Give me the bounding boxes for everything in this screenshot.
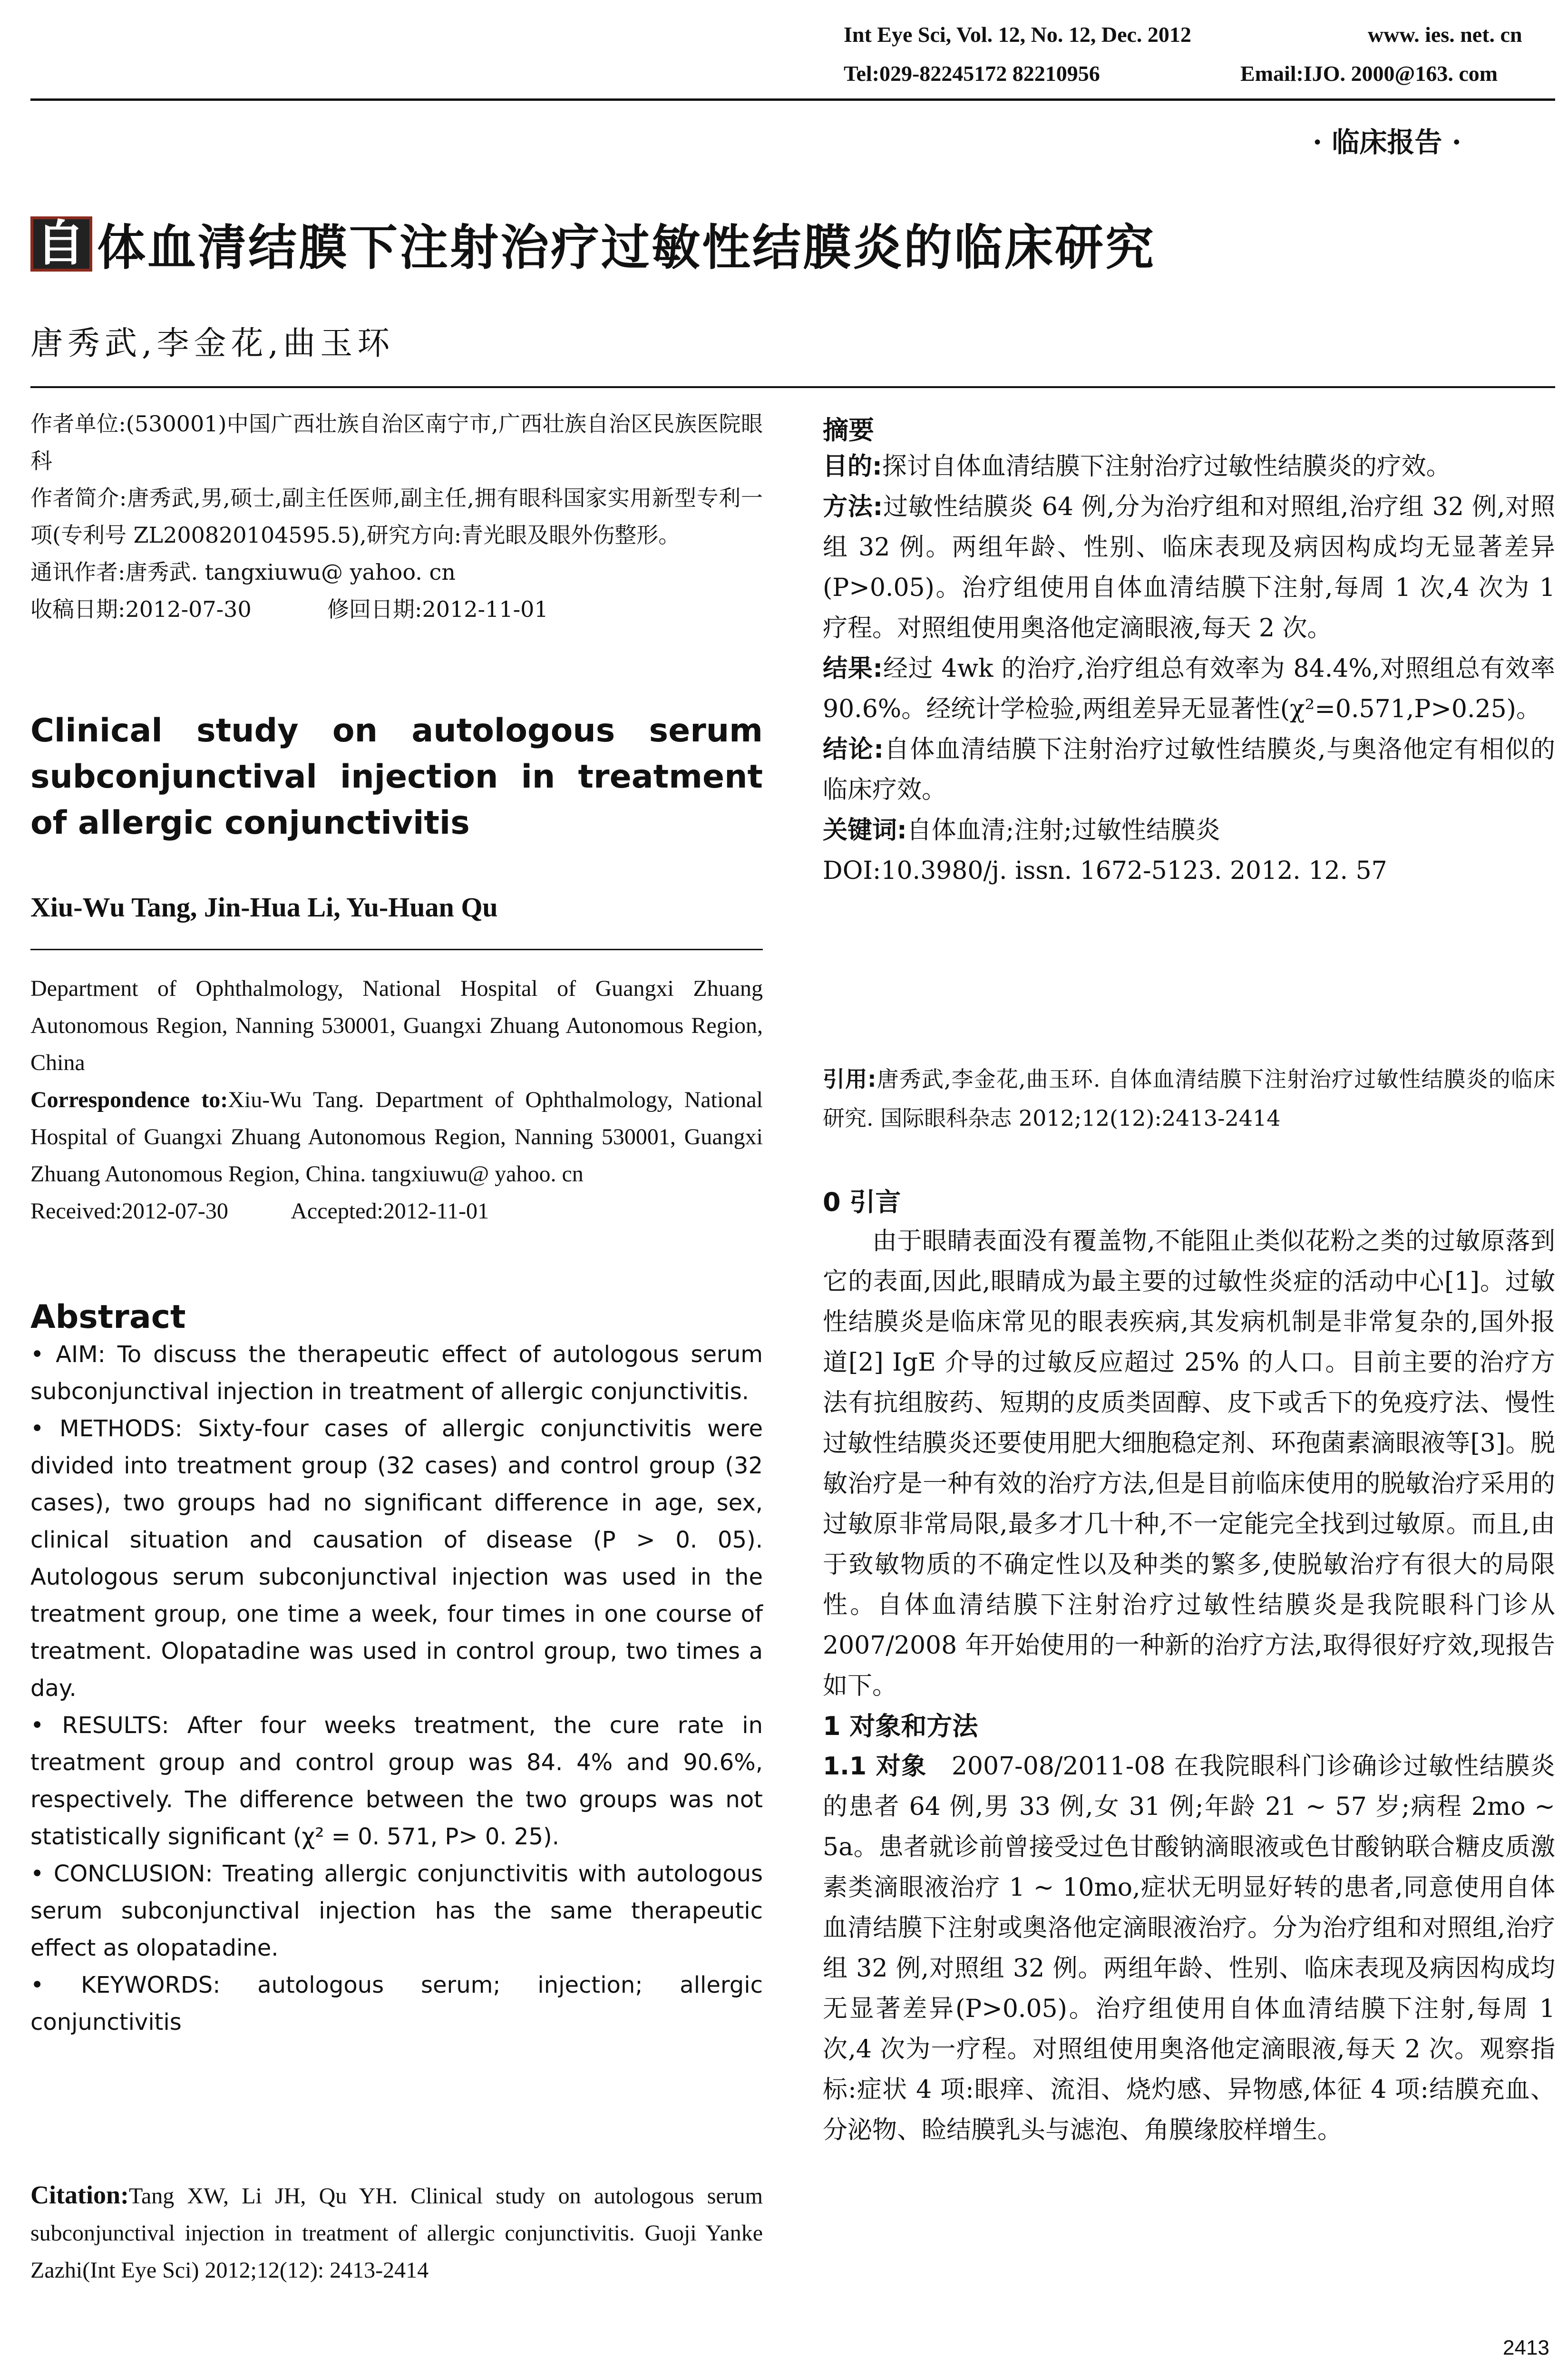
zh-results-text: 经过 4wk 的治疗,治疗组总有效率为 84.4%,对照组总有效率 90.6%。经统计学检验,两组差异无显著性(χ²=0.571,P>0.25)。 (823, 654, 1555, 723)
article-body (823, 1183, 1555, 2151)
english-dates (30, 1193, 763, 1230)
citation-text: Tang XW, Li JH, Qu YH. Clinical study on autologous serum subconjunctival injection in treatment of allergic conjunctivitis. Guoji Yanke Zazhi(Int Eye Sci) 2012;12(12): 2413-2414 (30, 2183, 763, 2283)
zh-abstract-results (823, 649, 1555, 730)
intro-paragraph: 由于眼睛表面没有覆盖物,不能阻止类似花粉之类的过敏原落到它的表面,因此,眼睛成为最主要的过敏性炎症的活动中心[1]。过敏性结膜炎是临床常见的眼表疾病,其发病机制是非常复杂的,国外报道[2] IgE 介导的过敏反应超过 25% 的人口。目前主要的治疗方法有抗组胺药、短期的皮质类固醇、皮下或舌下的免疫疗法、慢性过敏性结膜炎还要使用肥大细胞稳定剂、环孢菌素滴眼液等[3]。脱敏治疗是一种有效的治疗方法,但是目前临床使用的脱敏治疗采用的过敏原非常局限,最多才几十种,不一定能完全找到过敏原。而且,由于致敏物质的不确定性以及种类的繁多,使脱敏治疗有很大的局限性。自体血清结膜下注射治疗过敏性结膜炎是我院眼科门诊从 2007/2008 年开始使用的一种新的治疗方法,取得很好疗效,现报告如下。 (823, 1227, 1555, 1700)
title-rule (30, 386, 1555, 388)
title-first-char: 自 (30, 216, 92, 272)
zh-results-label: 结果: (823, 654, 883, 683)
zh-conclusion-label: 结论: (823, 735, 884, 764)
english-correspondence (30, 1081, 763, 1193)
english-affiliation-block (30, 970, 763, 1230)
zh-cite-label: 引用: (823, 1066, 877, 1092)
received-en: Received:2012-07-30 (30, 1198, 228, 1224)
received-zh: 收稿日期:2012-07-30 (30, 596, 252, 622)
zh-abstract-keywords (823, 810, 1555, 851)
journal-tel: Tel:029-82245172 82210956 (844, 61, 1100, 86)
zh-abstract-aim (823, 447, 1555, 487)
journal-line: Int Eye Sci, Vol. 12, No. 12, Dec. 2012 (844, 22, 1191, 47)
zh-aim-text: 探讨自体血清结膜下注射治疗过敏性结膜炎的疗效。 (882, 452, 1451, 481)
zh-doi: DOI:10.3980/j. issn. 1672-5123. 2012. 12. 57 (823, 857, 1387, 885)
zh-citation-paragraph (823, 1060, 1555, 1138)
intro-heading: 0 引言 (823, 1187, 901, 1217)
abstract-results: • RESULTS: After four weeks treatment, the cure rate in treatment group and control group was 84. 4% and 90.6%, respectively. The difference between the two groups was not statistically significant (χ² = 0. 571, P> 0. 25). (30, 1712, 763, 1850)
subjects-label: 1.1 对象 (823, 1752, 927, 1781)
english-authors-block (30, 891, 763, 923)
english-title-block (30, 708, 763, 846)
zh-keywords-text: 自体血清;注射;过敏性结膜炎 (906, 816, 1220, 845)
correspondence-text: Xiu-Wu Tang. Department of Ophthalmology, National Hospital of Guangxi Zhuang Autonomous Region, Nanning 530001, Guangxi Zhuang Autonomous Region, China. tangxiuwu@ yahoo. cn (30, 1087, 763, 1187)
page-number: 2413 (1503, 2336, 1549, 2359)
english-abstract (30, 1298, 763, 2041)
journal-email: Email:IJO. 2000@163. com (1240, 61, 1498, 86)
zh-citation (823, 1060, 1555, 1138)
author-info (30, 405, 763, 628)
zh-conclusion-text: 自体血清结膜下注射治疗过敏性结膜炎,与奥洛他定有相似的临床疗效。 (823, 735, 1555, 804)
zh-methods-text: 过敏性结膜炎 64 例,分为治疗组和对照组,治疗组 32 例,对照组 32 例。两组年龄、性别、临床表现及病因构成均无显著差异(P>0.05)。治疗组使用自体血清结膜下注射,每周 1 次,4 次为 1 疗程。对照组使用奥洛他定滴眼液,每天 2 次。 (823, 493, 1556, 643)
citation-label: Citation: (30, 2181, 129, 2209)
citation-paragraph (30, 2176, 763, 2289)
title-rest: 体血清结膜下注射治疗过敏性结膜炎的临床研究 (97, 220, 1156, 276)
section-tag: · 临床报告 · (1313, 126, 1461, 158)
dates-zh (30, 591, 763, 628)
corresponding-author: 通讯作者:唐秀武. tangxiuwu@ yahoo. cn (30, 559, 456, 585)
zh-cite-text: 唐秀武,李金花,曲玉环. 自体血清结膜下注射治疗过敏性结膜炎的临床研究. 国际眼科杂志 2012;12(12):2413-2414 (823, 1066, 1555, 1131)
abstract-aim: • AIM: To discuss the therapeutic effect of autologous serum subconjunctival injection in treatment of allergic conjunctivitis. (30, 1341, 763, 1405)
abstract-conclusion: • CONCLUSION: Treating allergic conjunctivitis with autologous serum subconjunctival injection has the same therapeutic effect as olopatadine. (30, 1861, 763, 1961)
zh-abstract-conclusion (823, 730, 1555, 810)
author-unit: 作者单位:(530001)中国广西壮族自治区南宁市,广西壮族自治区民族医院眼科 (30, 411, 763, 474)
abstract-heading: Abstract (30, 1298, 186, 1336)
zh-aim-label: 目的: (823, 452, 882, 481)
authors-zh: 唐秀武,李金花,曲玉环 (30, 325, 395, 362)
zh-keywords-label: 关键词: (823, 816, 907, 845)
journal-website: www. ies. net. cn (1368, 22, 1522, 47)
author-bio: 作者简介:唐秀武,男,硕士,副主任医师,副主任,拥有眼科国家实用新型专利一项(专利号 ZL200820104595.5),研究方向:青光眼及眼外伤整形。 (30, 485, 763, 548)
zh-abstract-methods (823, 487, 1555, 649)
english-authors-rule (30, 949, 763, 950)
english-title: Clinical study on autologous serum subconjunctival injection in treatment of allergic conjunctivitis (30, 712, 763, 842)
abstract-keywords: • KEYWORDS: autologous serum; injection; allergic conjunctivitis (30, 1972, 763, 2036)
methods-heading: 1 对象和方法 (823, 1711, 978, 1741)
zh-abstract-heading: 摘要 (823, 415, 874, 445)
correspondence-label: Correspondence to: (30, 1087, 228, 1112)
header-rule (30, 98, 1555, 101)
subjects-text: 2007-08/2011-08 在我院眼科门诊确诊过敏性结膜炎的患者 64 例,男 33 例,女 31 例;年龄 21 ~ 57 岁;病程 2mo ~ 5a。患者就诊前曾接受过色甘酸钠滴眼液或色甘酸钠联合糖皮质激素类滴眼液治疗 1 ~ 10mo,症状无明显好转的患者,同意使用自体血清结膜下注射或奥洛他定滴眼液治疗。分为治疗组和对照组,治疗组 32 例,对照组 32 例。两组年龄、性别、临床表现及病因构成均无显著差异(P>0.05)。治疗组使用自体血清结膜下注射,每周 1 次,4 次为一疗程。对照组使用奥洛他定滴眼液,每天 2 次。观察指标:症状 4 项:眼痒、流泪、烧灼感、异物感,体征 4 项:结膜充血、分泌物、睑结膜乳头与滤泡、角膜缘胶样增生。 (823, 1752, 1555, 2144)
page-title (30, 209, 1156, 279)
english-authors: Xiu-Wu Tang, Jin-Hua Li, Yu-Huan Qu (30, 892, 498, 923)
accepted-en: Accepted:2012-11-01 (291, 1198, 489, 1224)
chinese-abstract (823, 410, 1555, 891)
revised-zh: 修回日期:2012-11-01 (327, 596, 548, 622)
zh-methods-label: 方法: (823, 493, 883, 521)
subjects-paragraph (823, 1746, 1555, 2151)
english-citation (30, 2176, 763, 2289)
english-department: Department of Ophthalmology, National Hospital of Guangxi Zhuang Autonomous Region, Nanning 530001, Guangxi Zhuang Autonomous Region, China (30, 976, 763, 1075)
abstract-methods: • METHODS: Sixty-four cases of allergic conjunctivitis were divided into treatment group (32 cases) and control group (32 cases), two groups had no significant difference in age, sex, clinical situation and causation of disease (P > 0. 05). Autologous serum subconjunctival injection was used in the treatment group, one time a week, four times in one course of treatment. Olopatadine was used in control group, two times a day. (30, 1415, 763, 1702)
